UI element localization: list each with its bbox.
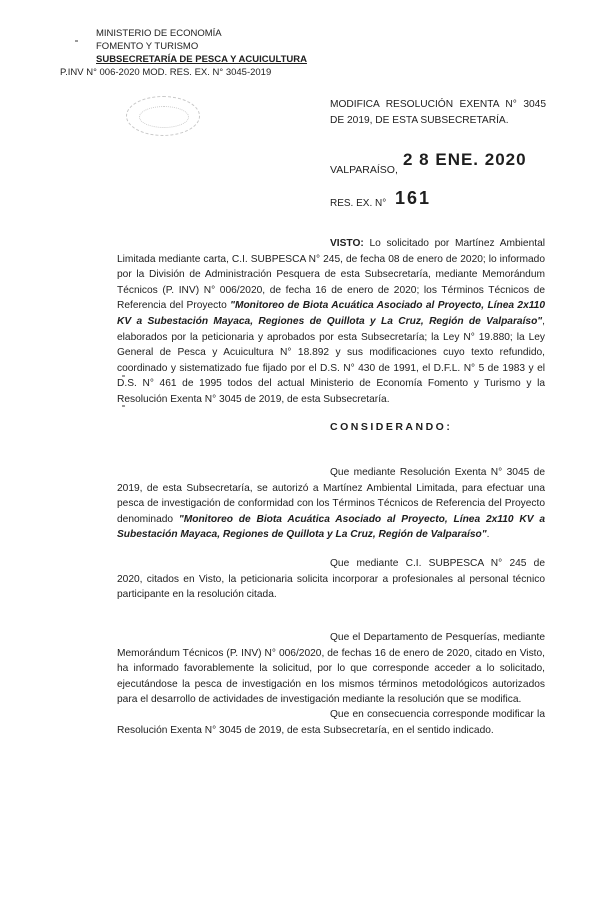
considerando-3-text: Que el Departamento de Pesquerías, mediante Memorándum Técnicos (P. INV) N° 006/2020, de fechas 16 de enero de 2020, citado en Visto, ha informado favorablemente la solicitud, por lo que corresponde acceder a lo solicitado, ejecutándose la pesca de investigación en los mismos términos metodológicos autorizados para el desarrollo de actividades de investigación mediante la resolución que se modifica. <box>117 632 545 706</box>
visto-project-title: "Monitoreo de Biota Acuática Asociado al Proyecto, Línea 2x110 KV a Subestación Mayaca, Regiones de Quillota y La Cruz, Región de Valparaíso" <box>117 300 545 327</box>
scan-mark <box>122 405 125 407</box>
visto-text-part1: Lo solicitado por Martínez Ambiental Limitada mediante carta, C.I. SUBPESCA N° 245, de fecha 08 de enero de 2020; lo informado por la División de Administración Pesquera de esta Subsecretaría, mediante Memorándum Técnicos (P. INV) N° 006/2020, de fecha 16 de enero de 2020; los Términos Técnicos de Referencia del Proyecto <box>117 238 545 312</box>
considerando-3 <box>117 630 545 708</box>
date-stamp: 2 8 ENE. 2020 <box>403 150 527 169</box>
visto-text-part2: , elaborados por la peticionaria y aprobados por esta Subsecretaría; la Ley N° 19.880; la Ley General de Pesca y Acuicultura N° 18.892 y sus modificaciones cuyo texto refundido, coordinado y sistematizado fue fijado por el D.S. N° 430 de 1991, el D.F.L. N° 5 de 1983 y el D.S. N° 461 de 1995 todos del actual Ministerio de Economía Fomento y Turismo y la Resolución Exenta N° 3045 de 2019, de esta Subsecretaría. <box>117 315 545 405</box>
resolution-number-label: RES. EX. N° <box>330 198 387 209</box>
considerando-1 <box>117 465 545 543</box>
visto-label: VISTO: <box>330 238 364 249</box>
official-seal-stamp <box>126 96 200 136</box>
considerando-2-text: Que mediante C.I. SUBPESCA N° 245 de 2020, citados en Visto, la peticionaria solicita incorporar a profesionales al personal técnico participante en la resolución citada. <box>117 558 545 601</box>
place-label: VALPARAÍSO, <box>330 164 398 176</box>
ministry-name: MINISTERIO DE ECONOMÍA <box>96 28 222 39</box>
considerando-4 <box>117 707 545 738</box>
considerando-2 <box>117 556 545 603</box>
considerando-heading: CONSIDERANDO: <box>330 421 453 433</box>
ministry-name-line2: FOMENTO Y TURISMO <box>96 41 199 52</box>
visto-section <box>117 236 545 408</box>
undersecretariat-name: SUBSECRETARÍA DE PESCA Y ACUICULTURA <box>96 54 307 65</box>
scan-mark <box>75 40 78 42</box>
considerando-4-text: Que en consecuencia corresponde modificar la Resolución Exenta N° 3045 de 2019, de esta Subsecretaría, en el sentido indicado. <box>117 709 545 736</box>
considerando-1-text: Que mediante Resolución Exenta N° 3045 de 2019, de esta Subsecretaría, se autorizó a Martínez Ambiental Limitada, para efectuar una pesca de investigación de conformidad con los Términos Técnicos de Referencia del Proyecto denominado <box>117 467 545 525</box>
resolution-number: 161 <box>395 188 432 208</box>
considerando-1-project-title: "Monitoreo de Biota Acuática Asociado al Proyecto, Línea 2x110 KV a Subestación Mayaca, Regiones de Quillota y La Cruz, Región de Valparaíso" <box>117 513 545 541</box>
scan-mark <box>122 375 125 377</box>
seal-inner-ring <box>139 106 189 128</box>
reference-code: P.INV N° 006-2020 MOD. RES. EX. N° 3045-2019 <box>60 67 272 78</box>
considerando-1-end: . <box>486 529 490 541</box>
resolution-subject: MODIFICA RESOLUCIÓN EXENTA N° 3045 DE 2019, DE ESTA SUBSECRETARÍA. <box>330 99 546 126</box>
